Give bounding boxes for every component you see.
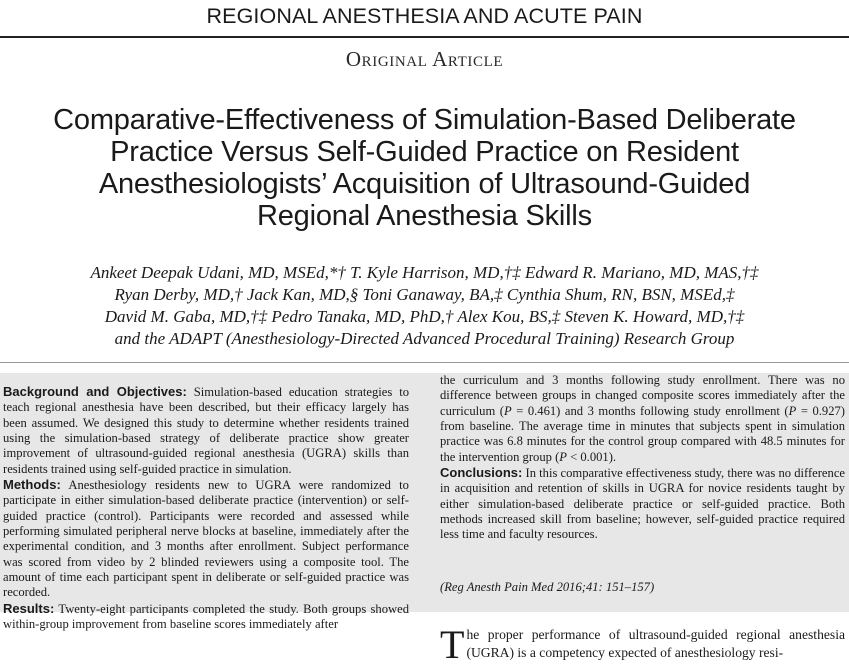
- author-line: Ankeet Deepak Udani, MD, MSEd,*† T. Kyle Harrison, MD,†‡ Edward R. Mariano, MD, MAS,†‡: [90, 263, 759, 282]
- author-line: David M. Gaba, MD,†‡ Pedro Tanaka, MD, PhD,† Alex Kou, BS,‡ Steven K. Howard, MD,†‡: [104, 307, 745, 326]
- abstract-left-column: [3, 384, 409, 633]
- author-line: Ryan Derby, MD,† Jack Kan, MD,§ Toni Ganaway, BA,‡ Cynthia Shum, RN, BSN, MSEd,‡: [114, 285, 735, 304]
- results-text-continued: < 0.001).: [566, 449, 617, 464]
- header-rule: [0, 36, 849, 38]
- results-text: Twenty-eight participants completed the study. Both groups showed within-group improvement from baseline scores immediately after: [3, 601, 410, 632]
- abstract-right-column: [440, 373, 845, 543]
- abstract-results-paragraph: [3, 601, 409, 633]
- abstract-background-paragraph: [3, 384, 409, 477]
- author-line: and the ADAPT (Anesthesiology-Directed Advanced Procedural Training) Research Group: [114, 329, 735, 348]
- conclusions-label: Conclusions:: [440, 465, 523, 481]
- article-type-label: Original Article: [345, 47, 504, 71]
- background-label: Background and Objectives:: [3, 384, 187, 399]
- introduction-paragraph: [440, 622, 845, 667]
- results-label: Results:: [3, 600, 55, 616]
- abstract-methods-paragraph: [3, 477, 409, 601]
- author-list: [0, 262, 849, 350]
- p-value-symbol: P: [559, 449, 567, 464]
- intro-text: he proper performance of ultrasound-guided regional anesthesia (UGRA) is a competency expected of anesthesiology resi-: [466, 627, 845, 660]
- title-line: Anesthesiologists’ Acquisition of Ultrasound-Guided: [98, 168, 751, 200]
- methods-label: Methods:: [3, 477, 61, 493]
- title-line: Comparative-Effectiveness of Simulation-Based Deliberate: [53, 104, 796, 136]
- journal-citation: (Reg Anesth Pain Med 2016;41: 151–157): [440, 580, 655, 594]
- article-title: [0, 104, 849, 232]
- results-text-continued: = 0.927) from baseline. The average time in minutes that subjects spent in simulation practice was 6.8 minutes for the control group compared with 48.5 minutes for the intervention group (: [440, 403, 845, 464]
- results-text-continued: the curriculum and 3 months following study enrollment. There was no difference between groups in changed composite scores immediately after the curriculum (: [440, 373, 845, 418]
- results-continuation: [440, 373, 845, 465]
- title-divider: [0, 362, 849, 363]
- journal-section-header: REGIONAL ANESTHESIA AND ACUTE PAIN: [206, 4, 643, 28]
- p-value-symbol: P: [788, 403, 797, 418]
- conclusions-text: In this comparative effectiveness study, there was no difference in acquisition and retention of skills in UGRA for novice residents taught by either simulation-based deliberate practice or self-guided practice. Both methods increased skill from baseline; however, self-guided practice required less time and faculty resources.: [440, 466, 846, 542]
- p-value-symbol: P: [503, 403, 512, 418]
- title-line: Regional Anesthesia Skills: [257, 200, 592, 232]
- methods-text: Anesthesiology residents new to UGRA were randomized to participate in either simulation-based deliberate practice (intervention) or self-guided practice (control). Participants were recorded and assessed while performing simulated peripheral nerve blocks at baseline, immediately after the experimental condition, and 3 months after enrollment. Subject performance was scored from video by 2 blinded reviewers using a composite tool. The amount of time each participant spent in deliberate or self-guided practice was recorded.: [3, 478, 409, 600]
- results-text-continued: = 0.461) and 3 months following study enrollment (: [511, 403, 789, 418]
- drop-cap-letter: T: [440, 622, 465, 667]
- title-line: Practice Versus Self-Guided Practice on Resident: [110, 136, 739, 168]
- abstract-conclusions-paragraph: [440, 465, 845, 543]
- background-text: Simulation-based education strategies to teach regional anesthesia have been described, but their efficacy largely has been assumed. We designed this study to determine whether residents trained using the simulation-based strategy of deliberate practice show greater improvement of ultrasound-guided regional anesthesia (UGRA) skills than residents trained using self-guided practice in simulation.: [3, 385, 409, 476]
